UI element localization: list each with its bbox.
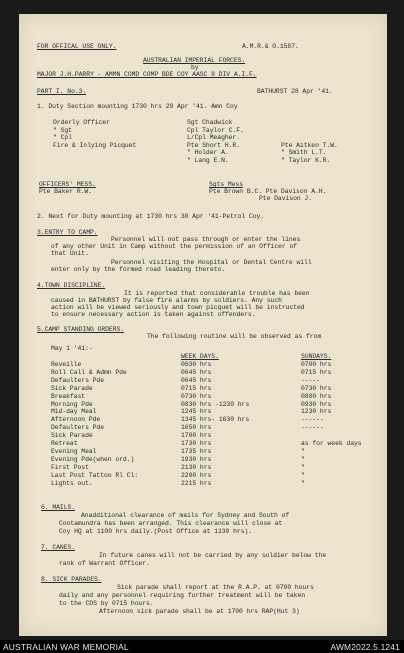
s6-line: Coy HQ at 1100 hrs daily.(Post Office at 1130 hrs).: [59, 528, 253, 535]
routine-item-cell: Sick Parade: [51, 384, 93, 392]
s5-date: May 1 '41:-: [51, 345, 93, 352]
routine-week-cell: 0730 hrs: [181, 392, 212, 400]
footer-institution: AUSTRALIAN WAR MEMORIAL: [3, 642, 129, 652]
section-5-title: 5.CAMP STANDING ORDERS.: [37, 326, 125, 333]
routine-item-cell: Defaulters Pde: [51, 376, 104, 384]
s4-line: to ensure necessary action is taken against offenders.: [51, 311, 256, 318]
routine-sun-cell: 0800 hrs: [301, 392, 332, 400]
sgts-mess-row-1: Pte Brown B.C. Pte Davison A.H.: [209, 188, 327, 195]
routine-item-cell: Roll Call & Admn Pde: [51, 368, 127, 376]
routine-item-cell: Afternoon Pde: [51, 416, 101, 424]
sundays-heading: SUNDAYS.: [301, 353, 332, 360]
document-page: [19, 14, 387, 636]
by-line: by: [191, 64, 199, 71]
section-8-title: 8. SICK PARADES.: [41, 576, 102, 583]
routine-week-cell: 1345 hrs- 1630 hrs: [181, 416, 250, 424]
routine-sun-cell: -----: [301, 376, 320, 384]
routine-item-cell: Defaulters Pde: [51, 424, 104, 432]
routine-sun-cell: 1230 hrs: [301, 408, 332, 416]
roster-mid-cell: Pte Short H.R.: [187, 141, 240, 149]
author-line: MAJOR J.H.PARRY - AMMN COMD COMP BDE COY AASC 8 DIV A.I.F.: [37, 71, 257, 78]
section-2: 2. Next for Duty mounting at 1730 hrs 30 Apr '41-Petrol Coy.: [37, 213, 265, 220]
s4-line: It is reported that considerable trouble has been: [124, 290, 310, 297]
sgts-mess-heading: Sgts Mess: [209, 181, 244, 188]
routine-item-cell: Retreat: [51, 440, 78, 447]
s8-line: Sick parade shall report at the R.A.P. at 0700 hours: [117, 584, 314, 591]
roster-mid-cell: Cpl Taylor C.F.: [187, 126, 244, 134]
routine-week-cell: 0715 hrs: [181, 384, 212, 392]
routine-week-cell: 1730 hrs: [181, 440, 212, 447]
section-6-title: 6. MAILS.: [41, 504, 76, 511]
force-title: AUSTRALIAN IMPERIAL FORCES.: [143, 57, 246, 64]
week-days-heading: WEEK DAYS.: [181, 353, 219, 360]
routine-sun-cell: ------: [301, 416, 324, 424]
routine-sun-cell: ": [301, 455, 305, 463]
routine-sun-cell: as for week days: [301, 440, 362, 447]
roster-left-cell: " Sgt: [53, 126, 72, 134]
s8-line: daily and any personnel requiring further treatment will be taken: [59, 592, 306, 599]
routine-week-cell: 1650 hrs: [181, 424, 212, 432]
sgts-mess-row-2: Pte Davison J.: [259, 195, 312, 202]
routine-sun-cell: 0700 hrs: [301, 361, 332, 368]
routine-week-cell: 0645 hrs: [181, 368, 212, 376]
s4-line: caused in BATHURST by false fire alarms by soldiers. Any such: [51, 297, 282, 304]
roster-mid-cell: L/Cpl Meagher.: [187, 134, 240, 142]
s8-line: to the CDS by 0715 hours.: [59, 600, 154, 607]
routine-item-cell: Mid-day Meal: [51, 408, 97, 416]
roster-mid-cell: " Holder A.: [187, 149, 229, 157]
routine-week-cell: 2215 hrs: [181, 479, 212, 487]
routine-week-cell: 1700 hrs: [181, 432, 212, 440]
routine-item-cell: Breakfast: [51, 392, 86, 400]
routine-sun-cell: 0715 hrs: [301, 368, 332, 376]
routine-week-cell: 1930 hrs: [181, 455, 212, 463]
footer-accession-number: AWM2022.5.1241: [330, 642, 400, 652]
routine-week-cell: 2130 hrs: [181, 463, 212, 471]
part-number: PART I. No.3.: [37, 88, 87, 95]
s3-line: of any other Unit in Camp without the permission of an Officer of: [51, 243, 298, 250]
routine-item-cell: Reveille: [51, 361, 82, 368]
routine-week-cell: 2200 hrs: [181, 471, 212, 479]
s6-line: Cootamundra has been arranged. This clearance will close at: [59, 520, 283, 527]
section-7-title: 7. CANES.: [41, 544, 76, 551]
routine-item-cell: Morning Pde: [51, 400, 93, 408]
place-date: BATHURST 28 Apr '41.: [257, 88, 333, 95]
routine-sun-cell: ------: [301, 424, 324, 432]
officers-mess-heading: OFFICERS' MESS.: [39, 181, 96, 188]
roster-right-cell: " Taylor K.R.: [281, 157, 331, 164]
roster-right-cell: " Smith L.T.: [281, 149, 327, 157]
routine-sun-cell: ": [301, 471, 305, 479]
routine-week-cell: 0630 hrs: [181, 361, 212, 368]
s4-line: action will be viewed seriously and town picquet will be instructed: [51, 304, 305, 311]
s3-line: Personnel will not pass through or enter the lines: [111, 236, 301, 243]
officers-mess-pte: Pte Baker R.W.: [39, 188, 92, 195]
s5-intro: The following routine will be observed as from: [147, 333, 322, 340]
roster-left-cell: Orderly Officer: [53, 119, 110, 126]
routine-week-cell: 0645 hrs: [181, 376, 212, 384]
s8-line: Afternoon sick parade shall be at 1700 hrs RAP(Hut 3): [99, 608, 300, 615]
routine-item-cell: Evening Pde(when ord.): [51, 455, 135, 463]
roster-mid-cell: Sgt Chadwick: [187, 119, 233, 126]
s3-line: that Unit.: [51, 250, 89, 257]
archive-footer: [0, 640, 404, 653]
classification: FOR OFFICAL USE ONLY.: [37, 43, 117, 50]
routine-week-cell: 1735 hrs: [181, 447, 212, 455]
section-1-title: 1. Duty Section mounting 1730 hrs 29 Apr '41. Amn Coy: [37, 103, 238, 110]
s3-line: Personnel visiting the Hospital or Dental Centre will: [111, 259, 312, 266]
roster-left-cell: " Cpl: [53, 134, 72, 142]
routine-sun-cell: ": [301, 479, 305, 487]
routine-week-cell: 1245 hrs: [181, 408, 212, 416]
s7-line: In future canes will not be carried by any soldier below the: [99, 552, 327, 559]
routine-sun-cell: ": [301, 463, 305, 471]
routine-item-cell: Evening Meal: [51, 447, 97, 455]
routine-week-cell: 0830 hrs -1230 hrs: [181, 400, 250, 408]
reference-number: A.M.R.& O.1587.: [242, 43, 299, 50]
s7-line: rank of Warrant Officer.: [59, 560, 150, 567]
routine-item-cell: Lights out.: [51, 479, 93, 487]
routine-sun-cell: 0730 hrs: [301, 384, 332, 392]
routine-item-cell: Last Post Tattoo Rl Cl:: [51, 471, 139, 479]
routine-sun-cell: ": [301, 447, 305, 455]
roster-mid-cell: " Lang E.N.: [187, 157, 229, 164]
roster-left-cell: Fire & Inlying Picquet: [53, 141, 137, 149]
s6-line: Anadditional clearance of mails for Sydney and South of: [81, 512, 290, 519]
roster-right-cell: Pte Aitken T.W.: [281, 141, 338, 149]
s3-line: enter only by the formed road leading thereto.: [51, 266, 226, 273]
routine-item-cell: First Post: [51, 463, 89, 471]
section-3-title: 3.ENTRY TO CAMP.: [37, 229, 98, 236]
section-4-title: 4.TOWN DISCIPLINE.: [37, 282, 106, 289]
routine-sun-cell: 0930 hrs: [301, 400, 332, 408]
routine-item-cell: Sick Parade: [51, 432, 93, 440]
